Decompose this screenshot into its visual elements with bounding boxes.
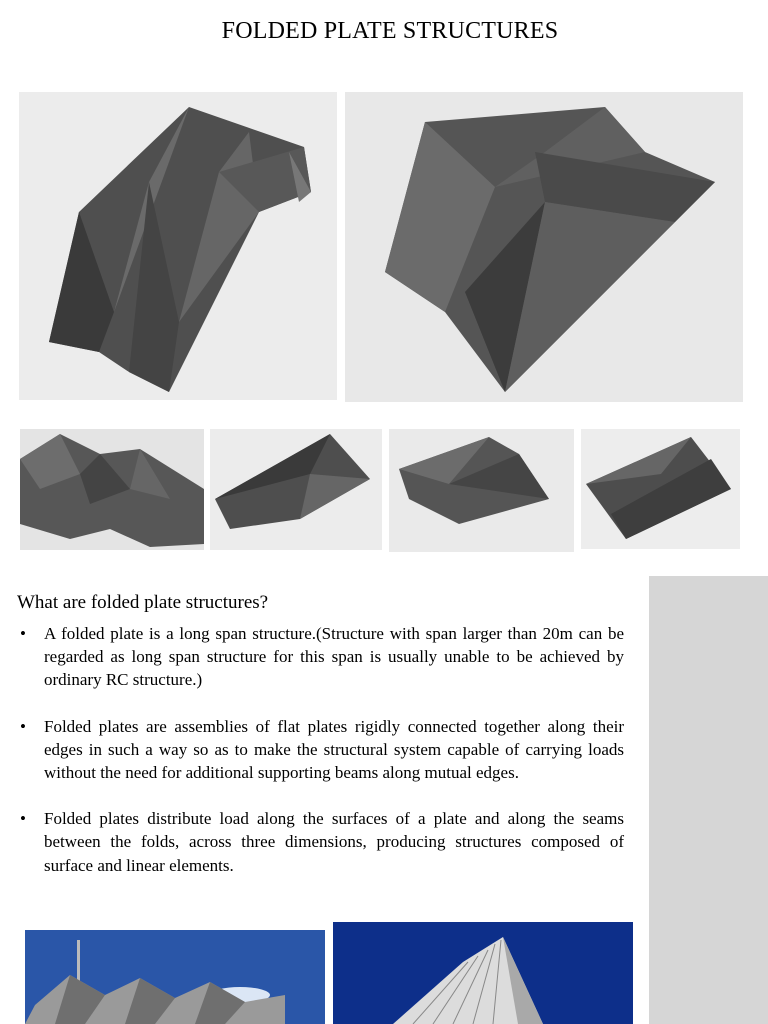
section-heading: What are folded plate structures?: [17, 592, 269, 613]
bullet-glyph: •: [20, 809, 26, 829]
folded-model-thumb-4: [581, 429, 740, 549]
list-item: [20, 807, 624, 877]
list-item: [20, 715, 624, 785]
bullet-glyph: •: [20, 624, 26, 643]
list-item: [20, 622, 624, 692]
bullet-list: [20, 622, 624, 900]
page-title: FOLDED PLATE STRUCTURES: [221, 18, 559, 44]
bullet-text: Folded plates are assemblies of flat plates rigidly connected together along their edges in such a way so as to make the structural system capable of carrying loads without the need for additional supporting beams along mutual edges.: [44, 716, 624, 783]
folded-model-thumb-3: [389, 429, 574, 552]
folded-model-thumb-2: [210, 429, 382, 550]
building-photo-chapel-spires: [333, 922, 633, 1024]
gray-side-panel: [649, 576, 768, 1024]
bullet-text: Folded plates distribute load along the surfaces of a plate and along the seams between the folds, across three dimensions, producing structures composed of surface and linear elements.: [44, 809, 624, 875]
folded-model-thumb-1: [20, 429, 204, 550]
folded-model-photo-arch: [19, 92, 337, 400]
bullet-text: A folded plate is a long span structure.(Structure with span larger than 20m can be regarded as long span structure for this span is usually unable to be achieved by ordinary RC structure.): [44, 624, 624, 690]
bullet-glyph: •: [20, 716, 26, 736]
building-photo-folded-roof: [25, 930, 325, 1024]
folded-model-photo-pyramid: [345, 92, 743, 402]
